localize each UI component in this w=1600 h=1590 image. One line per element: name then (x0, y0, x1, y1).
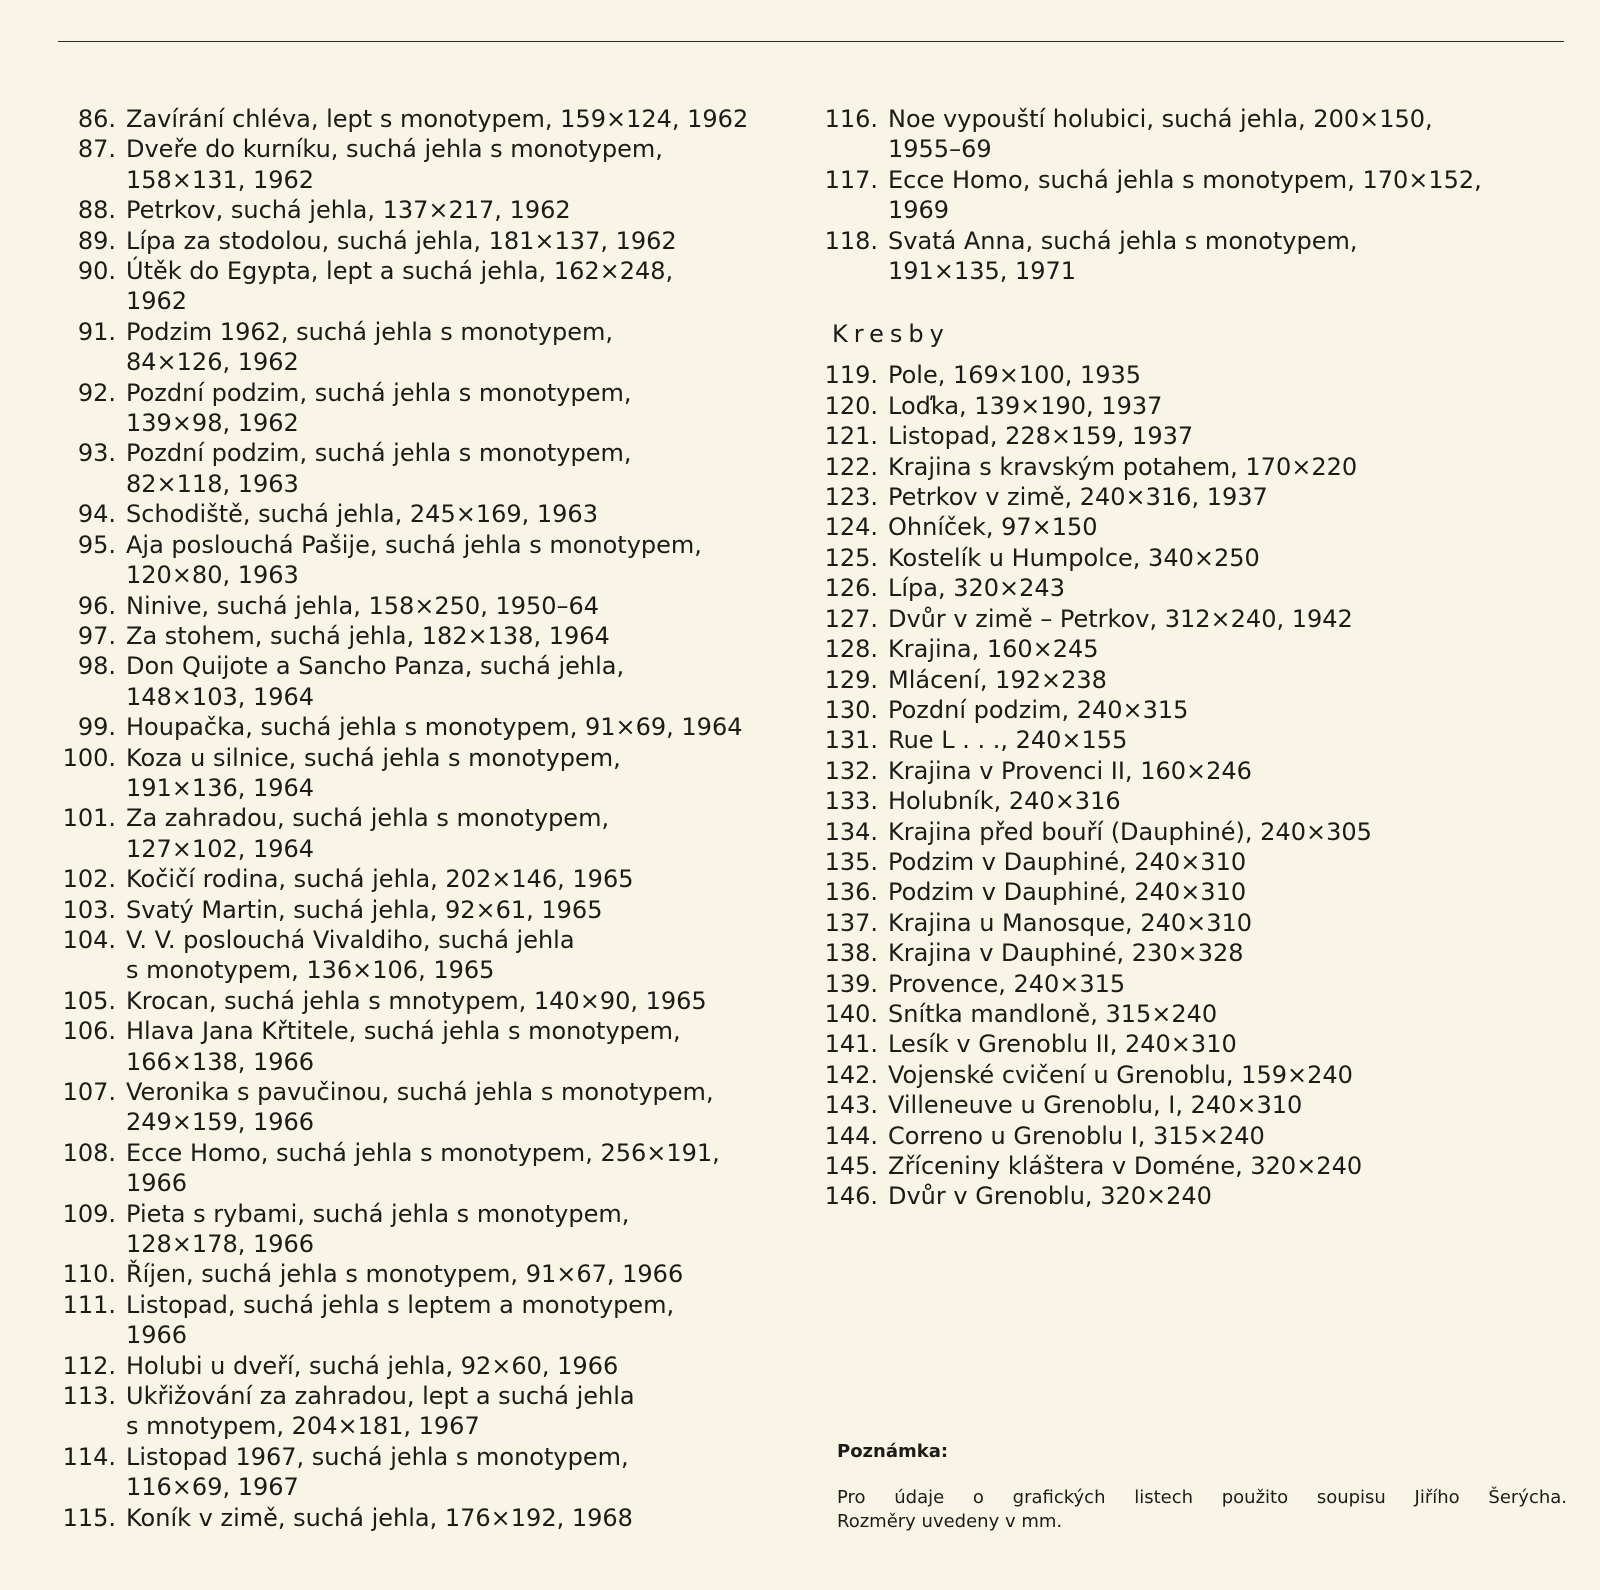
catalog-entry (58, 864, 818, 894)
entry-number: 87. (77, 135, 116, 164)
entry-number: 98. (77, 652, 116, 681)
entry-number: 93. (77, 439, 116, 468)
entry-text: Rue L . . ., 240×155 (888, 726, 1128, 755)
catalog-entry (58, 803, 818, 864)
entry-number: 134. (824, 817, 878, 846)
entry-text: Dveře do kurníku, suchá jehla s monotypem, 158×131, 1962 (126, 135, 663, 194)
entry-text: Ninive, suchá jehla, 158×250, 1950–64 (126, 591, 600, 620)
entry-number: 97. (77, 621, 116, 650)
catalog-entry (58, 895, 818, 925)
catalog-entry (818, 1090, 1578, 1120)
catalog-entry (58, 1016, 818, 1077)
entry-number: 108. (62, 1138, 116, 1167)
entry-text: Hlava Jana Křtitele, suchá jehla s monotypem, 166×138, 1966 (126, 1017, 681, 1076)
entry-number: 137. (824, 908, 878, 937)
entry-number: 105. (62, 986, 116, 1015)
entry-number: 88. (77, 196, 116, 225)
entry-text: Zavírání chléva, lept s monotypem, 159×124, 1962 (126, 105, 749, 133)
catalog-entry (58, 651, 818, 712)
catalog-entry (58, 378, 818, 439)
catalog-left-column (58, 104, 818, 1533)
entry-number: 112. (62, 1351, 116, 1380)
entry-text: Lípa za stodolou, suchá jehla, 181×137, 1962 (126, 226, 677, 255)
kresby-heading: Kresby (832, 320, 950, 349)
entry-text: Pieta s rybami, suchá jehla s monotypem, 128×178, 1966 (126, 1199, 630, 1259)
entry-text: Lesík v Grenoblu II, 240×310 (888, 1030, 1237, 1059)
entry-text: Villeneuve u Grenoblu, I, 240×310 (888, 1091, 1303, 1120)
entry-text: Koza u silnice, suchá jehla s monotypem, 191×136, 1964 (126, 743, 621, 802)
entry-number: 131. (824, 726, 878, 755)
entry-text: Petrkov v zimě, 240×316, 1937 (888, 483, 1268, 512)
entry-number: 101. (62, 804, 116, 833)
entry-number: 113. (62, 1382, 116, 1411)
catalog-entry (58, 530, 818, 591)
catalog-entry (58, 1381, 818, 1442)
catalog-entry (58, 195, 818, 225)
catalog-entry (818, 725, 1578, 755)
entry-text: Za zahradou, suchá jehla s monotypem, 127×102, 1964 (126, 804, 610, 863)
entry-number: 139. (824, 969, 878, 998)
note-line-1: Pro údaje o grafických listech použito soupisu Jiřího Šerýcha. (837, 1487, 1567, 1508)
entry-text: Koník v zimě, suchá jehla, 176×192, 1968 (126, 1503, 633, 1532)
entry-text: Dvůr v zimě – Petrkov, 312×240, 1942 (888, 604, 1353, 633)
prints-continued-list (818, 104, 1578, 286)
entry-text: Krajina v Provenci II, 160×246 (888, 756, 1252, 785)
entry-number: 136. (824, 878, 878, 907)
catalog-entry (818, 104, 1578, 165)
top-rule (58, 41, 1564, 42)
entry-text: Podzim 1962, suchá jehla s monotypem, 84×126, 1962 (126, 317, 613, 377)
entry-text: Pole, 169×100, 1935 (888, 361, 1142, 390)
entry-number: 118. (824, 226, 878, 255)
catalog-entry (58, 1077, 818, 1138)
entry-number: 140. (824, 999, 878, 1028)
catalog-entry (818, 360, 1578, 390)
entry-number: 106. (62, 1017, 116, 1046)
note-text (837, 1486, 1567, 1534)
entry-number: 96. (77, 591, 116, 620)
catalog-entry (818, 391, 1578, 421)
entry-text: Lípa, 320×243 (888, 574, 1065, 603)
entry-number: 95. (77, 530, 116, 559)
catalog-entry (818, 1181, 1578, 1211)
entry-number: 121. (824, 422, 878, 451)
entry-number: 115. (62, 1503, 116, 1532)
entry-number: 104. (62, 925, 116, 954)
catalog-entry (58, 438, 818, 499)
entry-text: Krajina u Manosque, 240×310 (888, 908, 1253, 937)
entry-number: 135. (824, 847, 878, 876)
catalog-entry (818, 999, 1578, 1029)
entry-number: 90. (77, 257, 116, 286)
catalog-entry (818, 938, 1578, 968)
entry-text: Mlácení, 192×238 (888, 665, 1107, 694)
catalog-entry (58, 591, 818, 621)
entry-text: Ecce Homo, suchá jehla s monotypem, 256×191, 1966 (126, 1138, 720, 1198)
catalog-entry (818, 421, 1578, 451)
note-line-2: Rozměry uvedeny v mm. (837, 1511, 1063, 1532)
note-title: Poznámka: (837, 1441, 949, 1462)
catalog-entry (58, 104, 818, 134)
entry-text: Don Quijote a Sancho Panza, suchá jehla, 148×103, 1964 (126, 652, 625, 711)
catalog-entry (58, 986, 818, 1016)
entry-number: 89. (77, 226, 116, 255)
entry-number: 100. (62, 743, 116, 772)
entry-text: Veronika s pavučinou, suchá jehla s monotypem, 249×159, 1966 (126, 1078, 714, 1137)
catalog-entry (818, 1121, 1578, 1151)
entry-text: Kostelík u Humpolce, 340×250 (888, 543, 1260, 572)
entry-number: 94. (77, 500, 116, 529)
entry-number: 119. (824, 361, 878, 390)
entry-text: Correno u Grenoblu I, 315×240 (888, 1121, 1265, 1150)
entry-number: 86. (77, 105, 116, 133)
catalog-entry (58, 1199, 818, 1260)
catalog-entry (58, 1503, 818, 1533)
entry-text: Aja poslouchá Pašije, suchá jehla s monotypem, 120×80, 1963 (126, 530, 702, 590)
catalog-entry (818, 1029, 1578, 1059)
entry-number: 99. (77, 713, 116, 742)
entry-text: Zříceniny kláštera v Doméne, 320×240 (888, 1152, 1363, 1180)
entry-text: Vojenské cvičení u Grenoblu, 159×240 (888, 1060, 1353, 1089)
entry-number: 120. (824, 391, 878, 420)
entry-number: 138. (824, 939, 878, 968)
entry-number: 91. (77, 317, 116, 346)
catalog-entry (818, 969, 1578, 999)
catalog-entry (58, 1442, 818, 1503)
entry-text: Ohníček, 97×150 (888, 513, 1098, 542)
entry-text: Pozdní podzim, 240×315 (888, 695, 1189, 724)
entry-text: Ecce Homo, suchá jehla s monotypem, 170×152, 1969 (888, 165, 1482, 225)
entry-text: Noe vypouští holubici, suchá jehla, 200×150, 1955–69 (888, 105, 1433, 164)
entry-number: 110. (62, 1260, 116, 1289)
catalog-entry (58, 712, 818, 742)
entry-text: Loďka, 139×190, 1937 (888, 391, 1163, 420)
entry-text: Svatá Anna, suchá jehla s monotypem, 191×135, 1971 (888, 226, 1358, 286)
catalog-entry (58, 134, 818, 195)
entry-text: Dvůr v Grenoblu, 320×240 (888, 1182, 1212, 1211)
catalog-entry (818, 165, 1578, 226)
catalog-entry (58, 1351, 818, 1381)
catalog-entry (58, 621, 818, 651)
entry-number: 124. (824, 513, 878, 542)
entry-number: 132. (824, 756, 878, 785)
entry-text: Schodiště, suchá jehla, 245×169, 1963 (126, 500, 598, 529)
entry-number: 142. (824, 1060, 878, 1089)
entry-number: 111. (62, 1290, 116, 1319)
entry-text: Svatý Martin, suchá jehla, 92×61, 1965 (126, 895, 603, 924)
entry-number: 125. (824, 543, 878, 572)
entry-text: Listopad, suchá jehla s leptem a monotypem, 1966 (126, 1290, 675, 1350)
entry-text: Říjen, suchá jehla s monotypem, 91×67, 1966 (126, 1260, 684, 1289)
entry-number: 122. (824, 452, 878, 481)
catalog-entry (818, 695, 1578, 725)
entry-text: Pozdní podzim, suchá jehla s monotypem, 139×98, 1962 (126, 378, 632, 438)
entry-number: 146. (824, 1182, 878, 1211)
entry-text: Podzim v Dauphiné, 240×310 (888, 847, 1247, 876)
entry-text: Krajina, 160×245 (888, 635, 1099, 664)
entry-text: Listopad 1967, suchá jehla s monotypem, 116×69, 1967 (126, 1442, 629, 1502)
entry-text: Krajina v Dauphiné, 230×328 (888, 939, 1244, 968)
entry-text: Listopad, 228×159, 1937 (888, 422, 1194, 451)
entry-text: Houpačka, suchá jehla s monotypem, 91×69, 1964 (126, 713, 743, 742)
entry-number: 123. (824, 483, 878, 512)
entry-number: 107. (62, 1078, 116, 1106)
entry-text: Za stohem, suchá jehla, 182×138, 1964 (126, 621, 610, 650)
entry-number: 114. (62, 1442, 116, 1471)
catalog-entry (818, 817, 1578, 847)
entry-text: Holubi u dveří, suchá jehla, 92×60, 1966 (126, 1351, 619, 1380)
entry-number: 103. (62, 895, 116, 924)
catalog-entry (818, 786, 1578, 816)
catalog-entry (818, 634, 1578, 664)
entry-number: 117. (824, 165, 878, 194)
catalog-entry (58, 1259, 818, 1289)
entry-text: Petrkov, suchá jehla, 137×217, 1962 (126, 196, 571, 225)
catalog-entry (58, 317, 818, 378)
catalog-entry (818, 226, 1578, 287)
catalog-entry (818, 543, 1578, 573)
catalog-entry (818, 1060, 1578, 1090)
entry-text: Kočičí rodina, suchá jehla, 202×146, 1965 (126, 865, 634, 894)
entry-text: V. V. poslouchá Vivaldiho, suchá jehla s monotypem, 136×106, 1965 (126, 925, 575, 985)
entry-text: Krocan, suchá jehla s mnotypem, 140×90, 1965 (126, 986, 707, 1015)
catalog-entry (58, 499, 818, 529)
entry-text: Pozdní podzim, suchá jehla s monotypem, 82×118, 1963 (126, 439, 632, 498)
catalog-right-column (818, 104, 1578, 1212)
entry-text: Ukřižování za zahradou, lept a suchá jehla s mnotypem, 204×181, 1967 (126, 1382, 635, 1441)
entry-text: Snítka mandloně, 315×240 (888, 999, 1218, 1028)
entry-text: Holubník, 240×316 (888, 787, 1121, 816)
catalog-entry (58, 226, 818, 256)
catalog-entry (58, 256, 818, 317)
entry-number: 126. (824, 574, 878, 603)
entry-text: Útěk do Egypta, lept a suchá jehla, 162×248, 1962 (126, 257, 674, 316)
catalog-entry (58, 743, 818, 804)
catalog-entry (818, 573, 1578, 603)
catalog-entry (818, 908, 1578, 938)
drawings-list (818, 360, 1578, 1211)
entry-number: 144. (824, 1121, 878, 1150)
catalog-entry (818, 665, 1578, 695)
catalog-entry (818, 452, 1578, 482)
entry-number: 143. (824, 1091, 878, 1120)
catalog-entry (58, 925, 818, 986)
entry-text: Podzim v Dauphiné, 240×310 (888, 878, 1247, 907)
entry-number: 145. (824, 1152, 878, 1180)
entry-number: 133. (824, 787, 878, 816)
entry-number: 116. (824, 105, 878, 133)
catalog-entry (818, 756, 1578, 786)
entry-text: Provence, 240×315 (888, 969, 1126, 998)
catalog-entry (818, 604, 1578, 634)
catalog-entry (818, 877, 1578, 907)
entry-number: 109. (62, 1199, 116, 1228)
catalog-entry (818, 1151, 1578, 1181)
catalog-entry (818, 482, 1578, 512)
entry-number: 102. (62, 865, 116, 894)
note-block (837, 1441, 1567, 1534)
entry-number: 92. (77, 378, 116, 407)
catalog-entry (58, 1138, 818, 1199)
entry-text: Krajina s kravským potahem, 170×220 (888, 452, 1358, 481)
catalog-entry (818, 512, 1578, 542)
catalog-entry (58, 1290, 818, 1351)
catalog-entry (818, 847, 1578, 877)
entry-number: 127. (824, 604, 878, 633)
entry-number: 129. (824, 665, 878, 694)
entry-number: 130. (824, 695, 878, 724)
entry-number: 128. (824, 635, 878, 664)
entry-text: Krajina před bouří (Dauphiné), 240×305 (888, 817, 1372, 846)
entry-number: 141. (824, 1030, 878, 1059)
